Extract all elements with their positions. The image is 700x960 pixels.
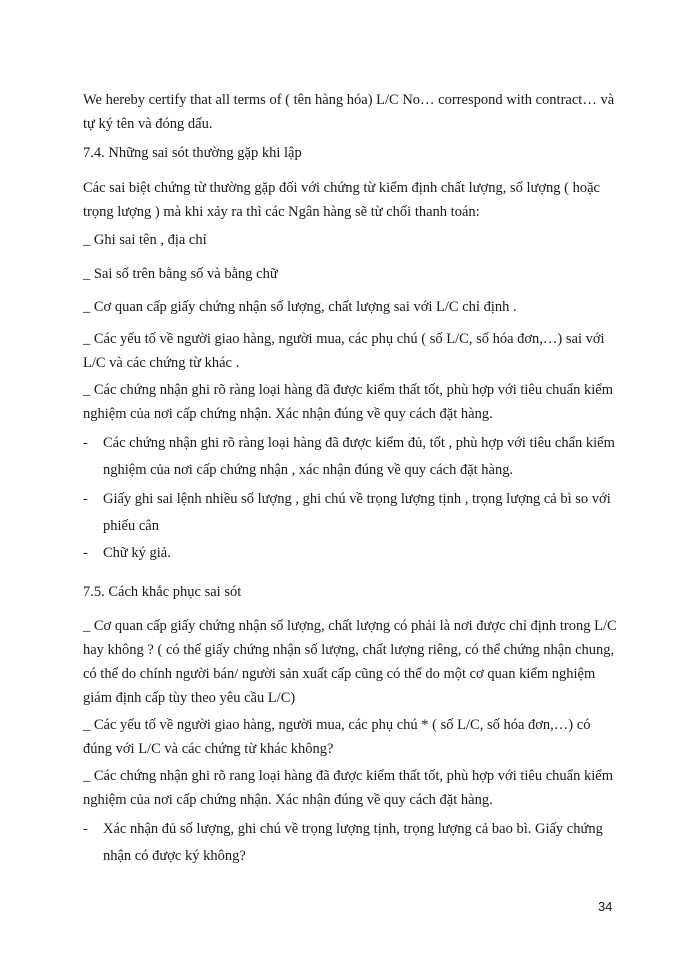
bullet-marker: - — [83, 545, 88, 561]
fix-item-issuing-agency: _ Cơ quan cấp giấy chứng nhận số lượng, chất lượng có phải là nơi được chỉ định trong L/C hay không ? ( có thể giấy chứng nhận số lượng, chất lượng riêng, có thể chứng nhận chung, có thể do chính người bán/ người sản xuất cấp cũng có thể do một cơ quan kiểm nghiệm giám định cấp tùy theo yêu cầu L/C) — [83, 618, 617, 706]
bullet-text: Xác nhận đủ số lượng, ghi chú về trọng lượng tịnh, trọng lượng cả bao bì. Giấy chứng nhận có được ký không? — [103, 821, 603, 864]
error-item-parties: _ Các yếu tố về người giao hàng, người mua, các phụ chú ( số L/C, số hóa đơn,…) sai với L/C và các chứng từ khác . — [83, 331, 605, 371]
bullet-text: Giấy ghi sai lệnh nhiều số lượng , ghi chú về trọng lượng tịnh , trọng lượng cả bì so với phiếu cân — [103, 491, 611, 534]
fix-item-certification: _ Các chứng nhận ghi rõ rang loại hàng đã được kiểm thất tốt, phù hợp với tiêu chuẩn kiểm nghiệm của nơi cấp chứng nhận. Xác nhận đúng về quy cách đặt hàng. — [83, 768, 613, 808]
certification-paragraph: We hereby certify that all terms of ( tên hàng hóa) L/C No… correspond with contract… và tự ký tên và đóng dấu. — [83, 92, 615, 132]
error-item-certification: _ Các chứng nhận ghi rõ ràng loại hàng đã được kiểm thất tốt, phù hợp với tiêu chuẩn kiểm nghiệm của nơi cấp chứng nhận. Xác nhận đúng về quy cách đặt hàng. — [83, 382, 613, 422]
fix-item-parties: _ Các yếu tố về người giao hàng, người mua, các phụ chú * ( số L/C, số hóa đơn,…) có đúng với L/C và các chứng từ khác không? — [83, 717, 591, 757]
error-item-name-address: _ Ghi sai tên , địa chỉ — [83, 232, 207, 248]
section-heading-7-5: 7.5. Cách khắc phục sai sót — [83, 584, 242, 600]
bullet-item — [83, 540, 623, 567]
section-heading-7-4: 7.4. Những sai sót thường gặp khi lập — [83, 145, 302, 161]
bullet-item — [83, 486, 623, 540]
bullet-marker: - — [83, 821, 88, 837]
bullet-text: Các chứng nhận ghi rõ ràng loại hàng đã được kiểm đủ, tốt , phù hợp với tiêu chẩn kiểm nghiệm của nơi cấp chứng nhận , xác nhận đúng về quy cách đặt hàng. — [103, 435, 615, 478]
bullet-marker: - — [83, 491, 88, 507]
error-item-numbers: _ Sai số trên bằng số và bằng chữ — [83, 266, 278, 282]
error-item-issuing-agency: _ Cơ quan cấp giấy chứng nhận số lượng, chất lượng sai với L/C chỉ định . — [83, 299, 517, 315]
intro-paragraph: Các sai biệt chứng từ thường gặp đối với chứng từ kiểm định chất lượng, số lượng ( hoặc trọng lượng ) mà khi xảy ra thì các Ngân hàng sẽ từ chối thanh toán: — [83, 180, 600, 220]
bullet-text: Chữ ký giả. — [103, 545, 171, 561]
page-number: 34 — [598, 899, 613, 914]
bullet-item — [83, 430, 623, 484]
bullet-item — [83, 816, 623, 870]
bullet-marker: - — [83, 435, 88, 451]
